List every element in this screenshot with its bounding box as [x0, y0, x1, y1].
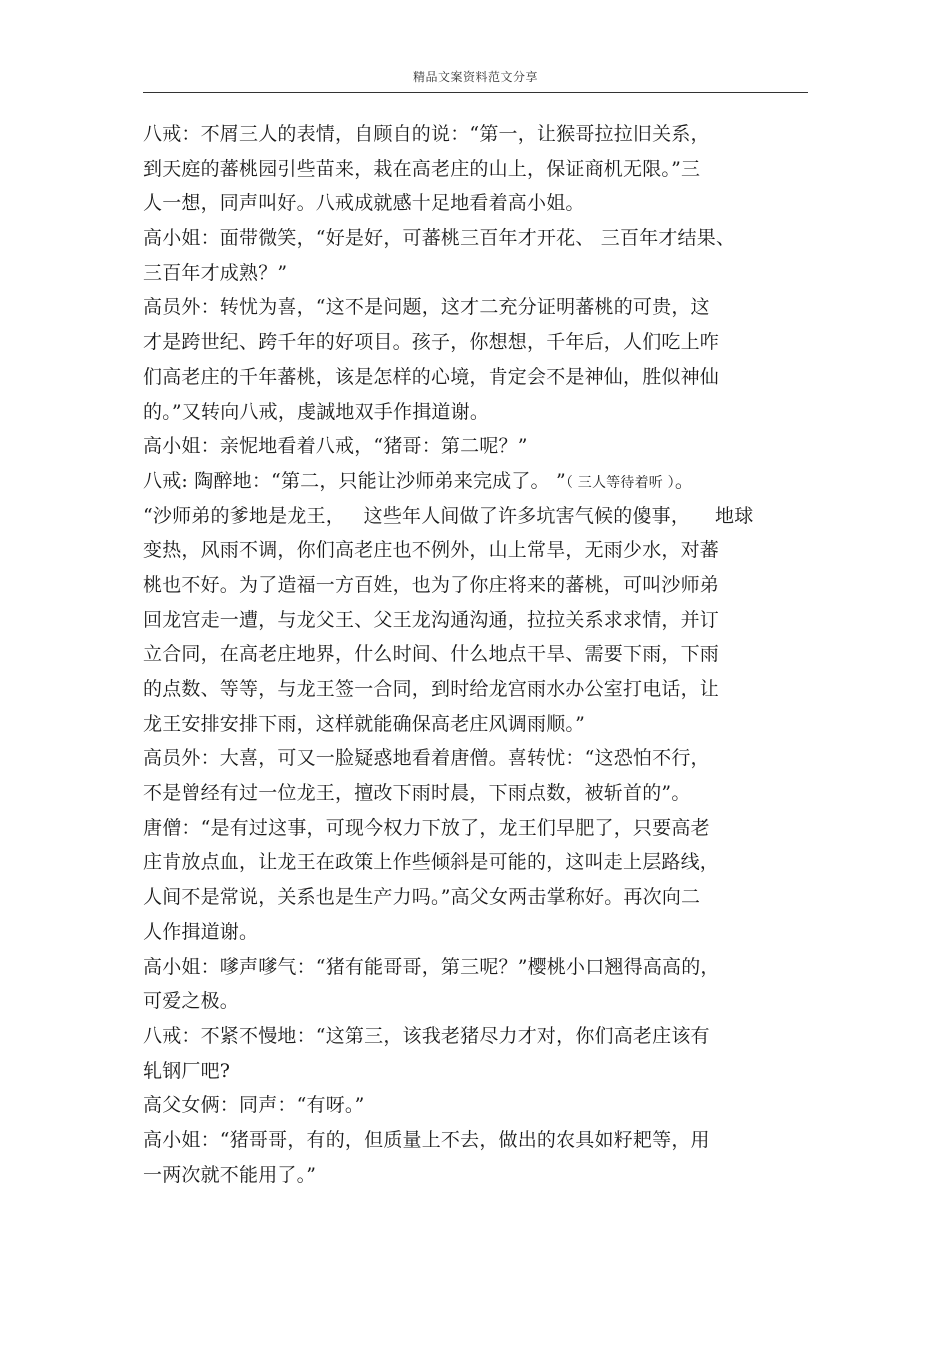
text-line: 高小姐：“猪哥哥，有的，但质量上不去，做出的农具如籽耙等，用 [143, 1128, 710, 1151]
text-line: 唐僧：“是有过这事，可现今权力下放了，龙王们早肥了，只要高老 [143, 816, 710, 839]
text-line: 不是曾经有过一位龙王，擅改下雨时晨，下雨点数，被斩首的”。 [143, 782, 691, 805]
text-line: 高员外：转忧为喜，“这不是问题，这才二充分证明蕃桃的可贵，这 [143, 296, 710, 319]
text-line: 高父女俩：同声：“有呀。” [143, 1094, 365, 1117]
text-line: 高小姐：嗲声嗲气：“猪有能哥哥，第三呢？”樱桃小口翘得高高的， [143, 955, 720, 978]
text-line: 高员外：大喜，可又一脸疑惑地看着唐僧。喜转忧：“这恐怕不行， [143, 747, 710, 770]
text-line: 的点数、等等，与龙王签一合同，到时给龙宫雨水办公室打电话，让 [143, 678, 720, 700]
text-line: 到天庭的蕃桃园引些苗来，栽在高老庄的山上，保证商机无限。”三 [143, 157, 701, 180]
text-line: 三百年才成熟？” [143, 261, 288, 284]
text-line: 回龙宫走一遭，与龙父王、父王龙沟通沟通，拉拉关系求求情，并订 [143, 608, 720, 631]
text-line: 高小姐：面带微笑，“好是好，可蕃桃三百年才开花、 三百年才结果、 [143, 227, 736, 250]
text-line: 可爱之极。 [143, 990, 240, 1013]
text-line: 八戒：不紧不慢地：“这第三，该我老猪尽力才对，你们高老庄该有 [143, 1024, 710, 1047]
text-line: 高小姐：亲怩地看着八戒，“猪哥：第二呢？” [143, 435, 528, 458]
text-line: 龙王安排安排下雨，这样就能确保高老庄风调雨顺。” [143, 712, 586, 735]
text-line: 人一想，同声叫好。八戒成就感十足地看着高小姐。 [143, 192, 585, 215]
text-line: 八戒：不屑三人的表情，自顾自的说：“第一，让猴哥拉拉旧关系， [143, 123, 710, 145]
page-header [143, 62, 808, 93]
stage-note: （ 三人等待着听 ） [565, 474, 675, 491]
text-line: 人作揖道谢。 [143, 920, 259, 943]
text-line: 才是跨世纪、跨千年的好项目。孩子，你想想，千年后，人们吃上咋 [143, 331, 720, 354]
text-line: “沙师弟的爹地是龙王， 这些年人间做了许多坑害气候的傻事， 地球 [143, 504, 754, 527]
header-text: 精品文案资料范文分享 [412, 70, 538, 84]
text-line: 轧钢厂吧? [143, 1059, 231, 1082]
document-body [143, 117, 813, 1192]
text-line: 人间不是常说，关系也是生产力吗。”高父女两击掌称好。再次向二 [143, 886, 701, 909]
text-line: 们高老庄的千年蕃桃，该是怎样的心境，肯定会不是神仙，胜似神仙 [143, 365, 720, 388]
text-line: 的。”又转向八戒，虔誠地双手作揖道谢。 [143, 400, 490, 423]
text-line: 庄肯放点血，让龙王在政策上作些倾斜是可能的，这叫走上层路线， [143, 851, 720, 874]
text-line: 桃也不好。为了造福一方百姓，也为了你庄将来的蕃桃，可叫沙师弟 [143, 573, 720, 596]
text-line: 一两次就不能用了。” [143, 1163, 317, 1186]
text-line-with-note [143, 464, 813, 499]
line-main: 八戒: 陶醉地：“第二，只能让沙师弟来完成了。 ” [143, 469, 566, 492]
text-line: 立合同，在高老庄地界，什么时间、什么地点干旱、需要下雨，下雨 [143, 643, 720, 666]
text-line: 变热，风雨不调，你们高老庄也不例外，山上常旱，无雨少水，对蕃 [143, 539, 720, 562]
line-end: 。 [674, 469, 695, 492]
